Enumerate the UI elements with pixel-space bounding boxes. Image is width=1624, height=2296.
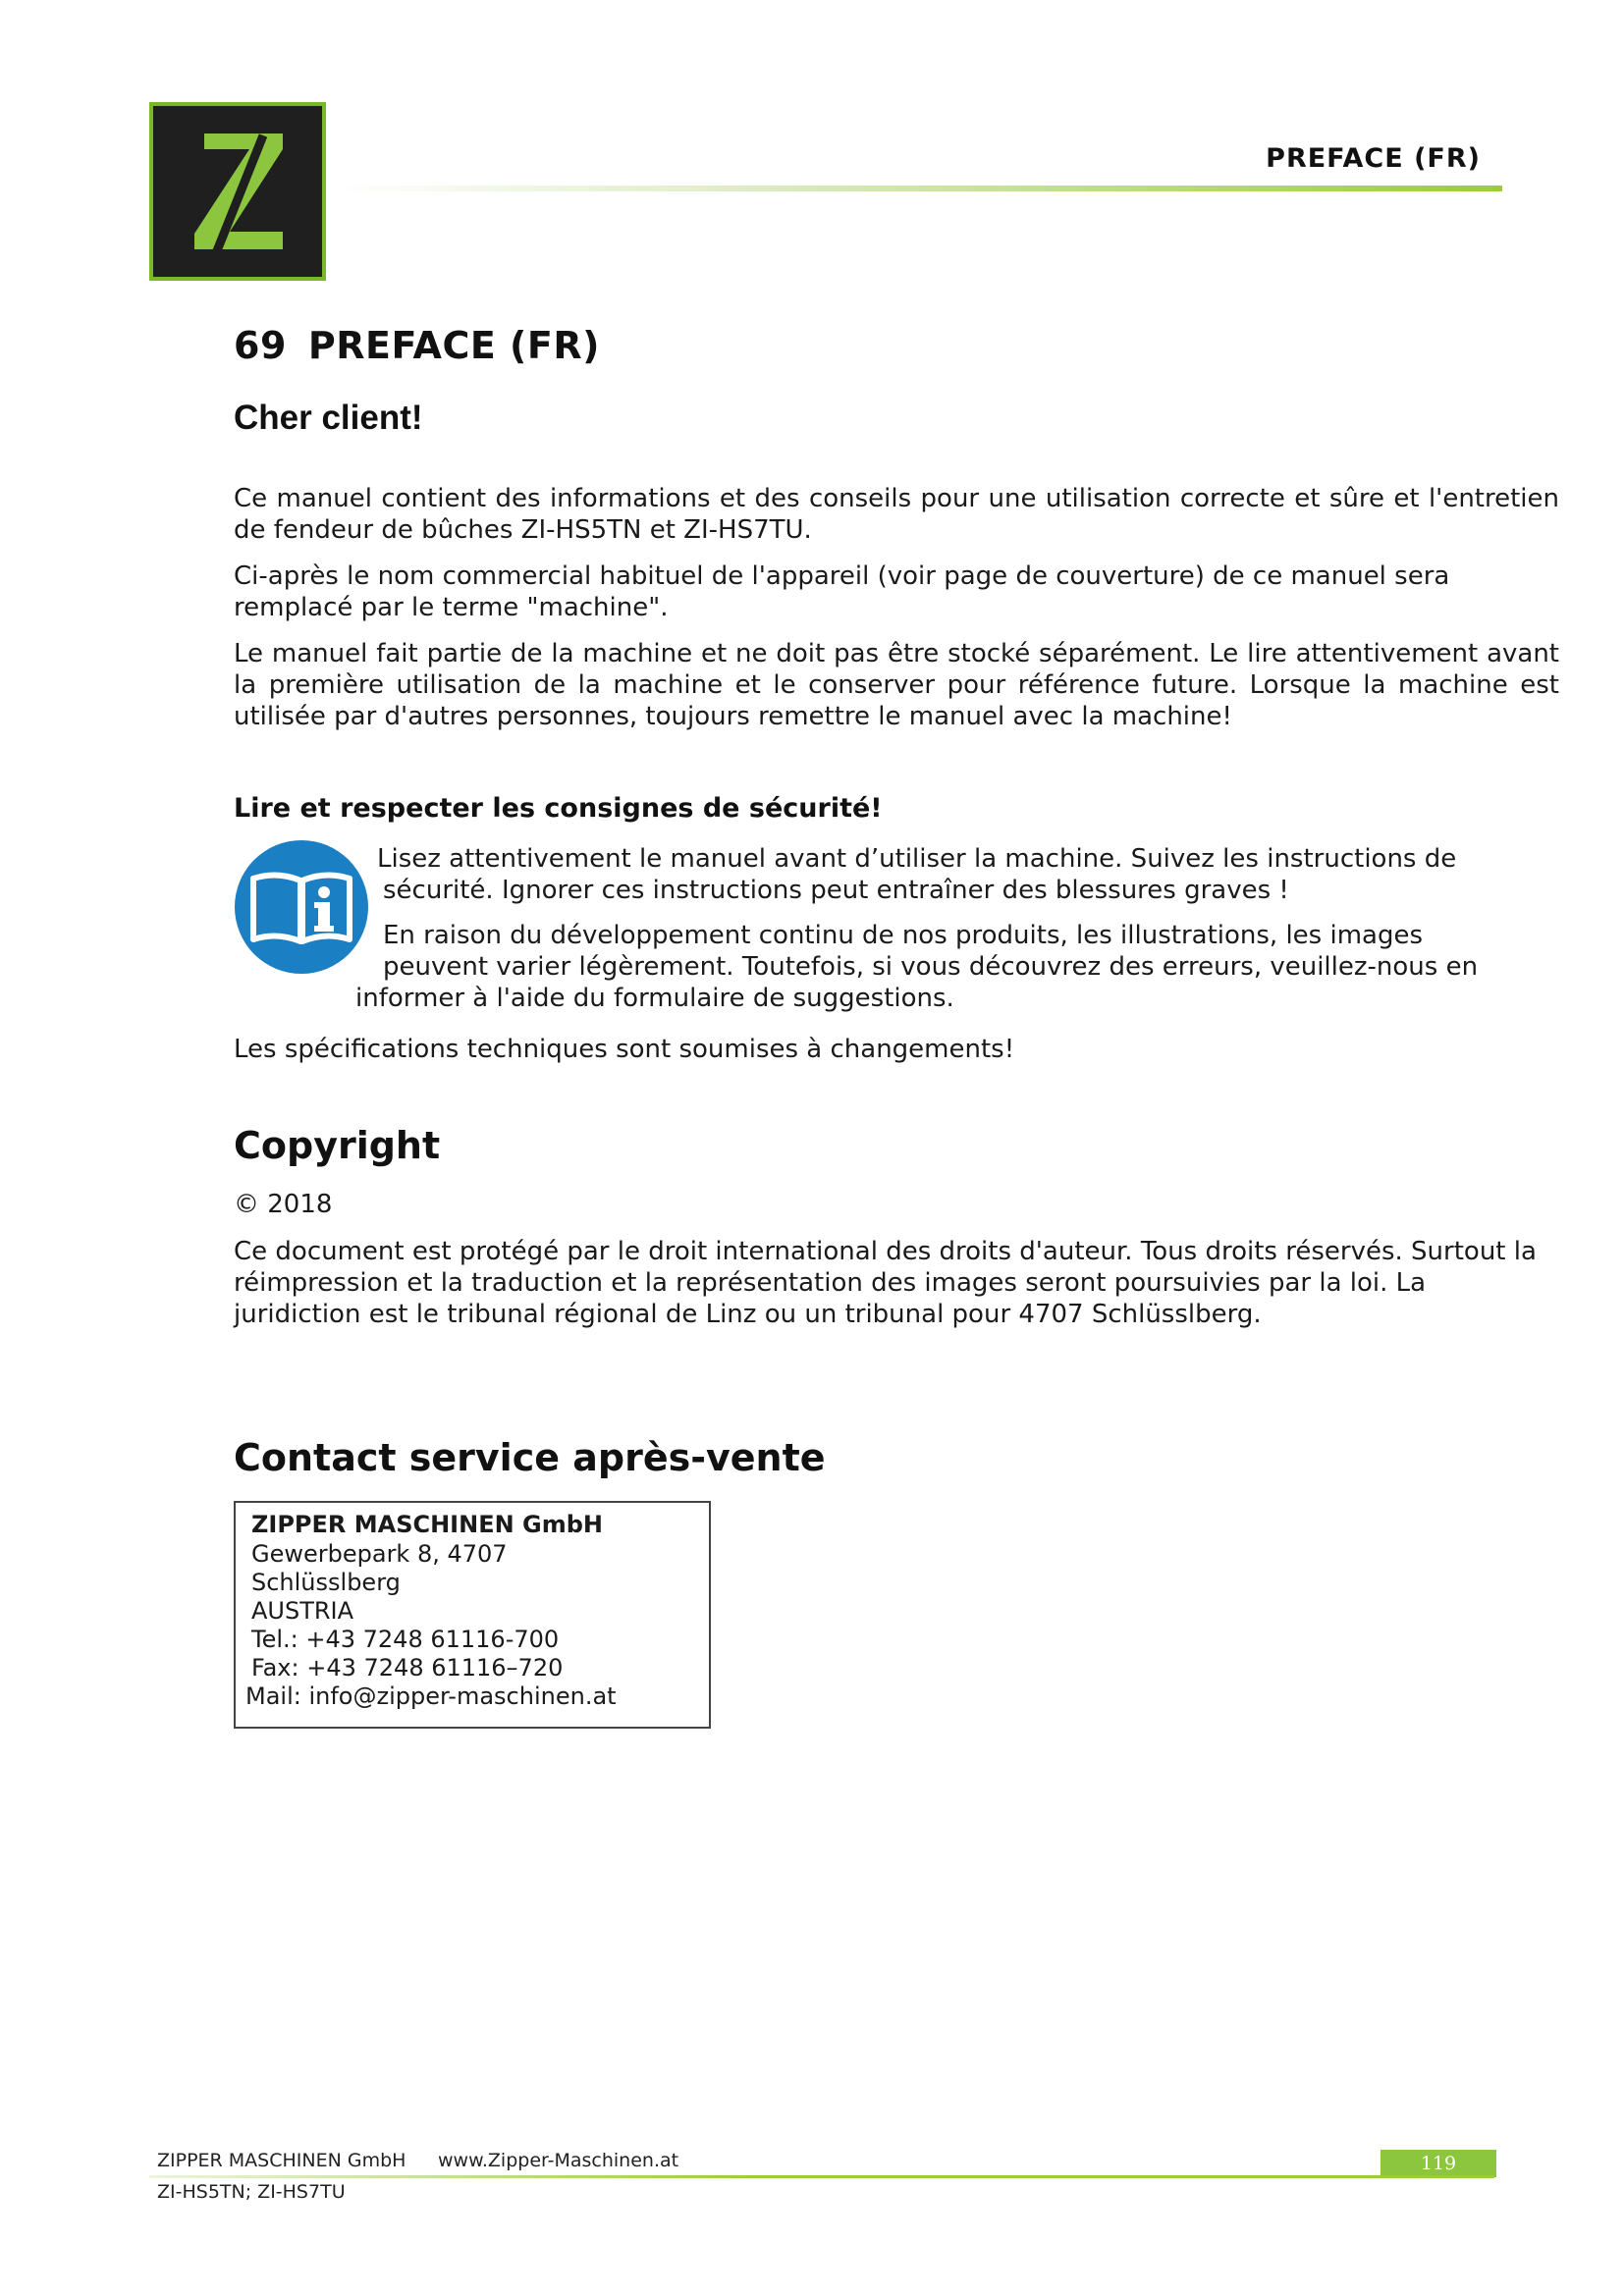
copyright-text: Ce document est protégé par le droit international des droits d'auteur. Tous droits réservés. Surtout la réimpression et la traduction et la représentation des images seront poursuivies par la loi. La juridiction est le tribunal régional de Linz ou un tribunal pour 4707 Schlüsslberg. [234, 1237, 1537, 1329]
greeting: Cher client! [234, 399, 423, 437]
zipper-logo [149, 102, 326, 281]
zipper-logo-icon [153, 106, 322, 277]
contact-box [234, 1501, 711, 1729]
safety-line-2b: peuvent varier légèrement. Toutefois, si vous découvrez des erreurs, veuillez-nous en [383, 952, 1479, 982]
section-heading [234, 324, 1559, 367]
footer-url: www.Zipper-Maschinen.at [438, 2150, 679, 2171]
page-number: 119 [1380, 2150, 1496, 2177]
contact-mail: Mail: info@zipper-maschinen.at [245, 1682, 617, 1710]
contact-address-1: Gewerbepark 8, 4707 [251, 1540, 508, 1568]
safety-line-1b: sécurité. Ignorer ces instructions peut entraîner des blessures graves ! [383, 876, 1289, 905]
contact-fax: Fax: +43 7248 61116–720 [251, 1654, 564, 1682]
intro [234, 483, 1559, 732]
section-title: PREFACE (FR) [307, 324, 600, 367]
intro-paragraph-3: Le manuel fait partie de la machine et ne doit pas être stocké séparément. Le lire attentivement avant la première utilisation de la machine et le conserver pour référence future. Lorsque la machine est utilisée par d'autres personnes, toujours remettre le manuel avec la machine! [234, 639, 1559, 731]
safety-block [234, 839, 1559, 1013]
read-manual-info-icon [234, 839, 369, 975]
contact-tel: Tel.: +43 7248 61116-700 [251, 1626, 560, 1653]
contact-country: AUSTRIA [251, 1597, 354, 1625]
spec-notice: Les spécifications techniques sont soumises à changements! [234, 1035, 1015, 1064]
intro-paragraph-1: Ce manuel contient des informations et des conseils pour une utilisation correcte et sûre et l'entretien de fendeur de bûches ZI-HS5TN et ZI-HS7TU. [234, 484, 1559, 545]
footer-rule [149, 2175, 1494, 2178]
copyright-heading: Copyright [234, 1124, 441, 1167]
contact-company: ZIPPER MASCHINEN GmbH [251, 1511, 604, 1538]
intro-paragraph-2: Ci-après le nom commercial habituel de l'appareil (voir page de couverture) de ce manuel sera remplacé par le terme "machine". [234, 561, 1450, 622]
safety-line-2c: informer à l'aide du formulaire de suggestions. [355, 984, 954, 1013]
section-number: 69 [234, 324, 287, 367]
footer-company: ZIPPER MASCHINEN GmbH [157, 2150, 406, 2171]
safety-line-1a: Lisez attentivement le manuel avant d’utiliser la machine. Suivez les instructions de [377, 844, 1457, 874]
copyright-year: © 2018 [234, 1190, 333, 1219]
contact-address-2: Schlüsslberg [251, 1569, 401, 1596]
safety-line-2a: En raison du développement continu de nos produits, les illustrations, les images [383, 921, 1424, 950]
safety-heading: Lire et respecter les consignes de sécurité! [234, 793, 883, 824]
page-content [234, 324, 1559, 1729]
contact-heading: Contact service après-vente [234, 1436, 826, 1479]
header-rule [334, 186, 1502, 191]
header-title: PREFACE (FR) [1266, 143, 1481, 174]
footer-models: ZI-HS5TN; ZI-HS7TU [157, 2181, 346, 2203]
